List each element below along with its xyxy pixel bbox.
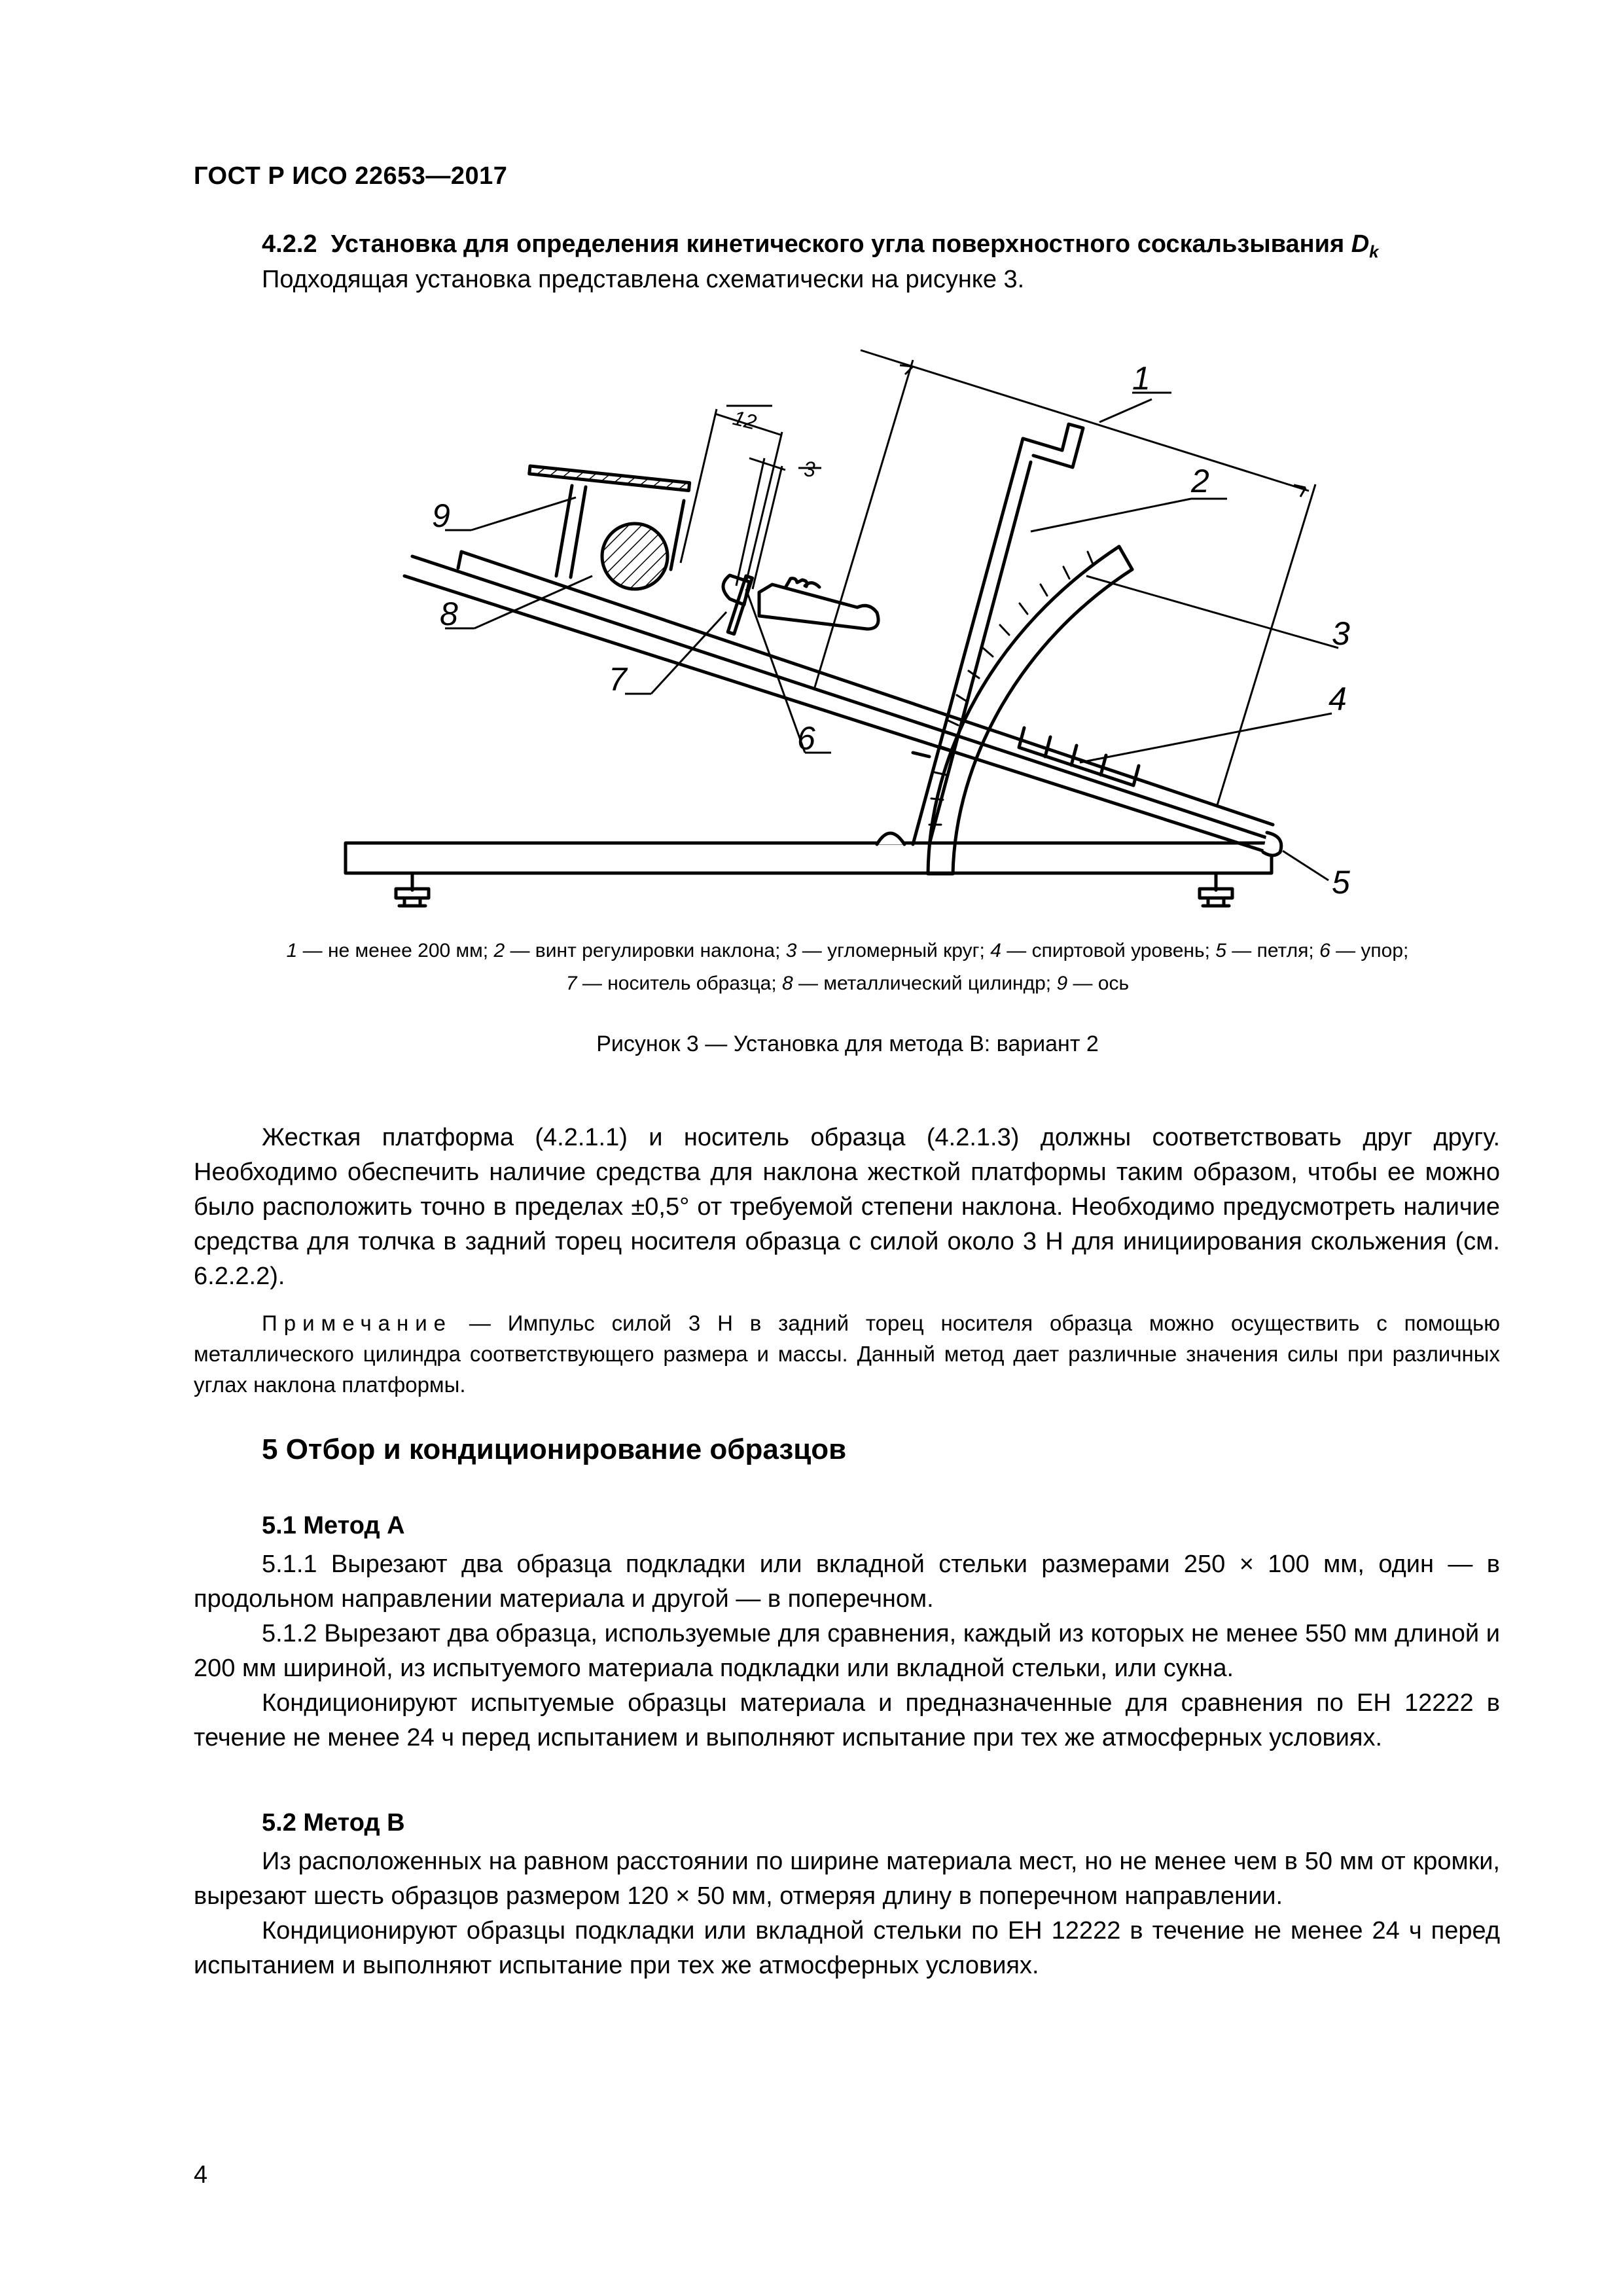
protractor-arc xyxy=(928,547,1132,874)
section-5-1-heading: 5.1 Метод А xyxy=(262,1512,405,1539)
note-label: Примечание xyxy=(262,1311,453,1335)
paragraph-5-1-1: 5.1.1 Вырезают два образца подкладки или вкладной стельки размерами 250 × 100 мм, один — в продольном направлении материала и другой — в поперечном. xyxy=(194,1551,1500,1613)
section-5-2-body xyxy=(194,1844,1500,1983)
paragraph-5-2-1: Из расположенных на равном расстоянии по ширине материала мест, но не менее чем в 50 мм от кромки, вырезают шесть образцов размером 120 × 50 мм, отмеряя длину в поперечном направлении. xyxy=(194,1848,1500,1910)
figure-label-2: 2 xyxy=(1191,463,1209,499)
note-text: — Импульс силой 3 Н в задний торец носителя образца можно осуществить с помощью металлического цилиндра соответствующего размера и массы. Данный метод дает различные значения силы при различных углах наклона платформы. xyxy=(194,1311,1500,1397)
paragraph-5-2-2: Кондиционируют образцы подкладки или вкладной стельки по ЕН 12222 в течение не менее 24 ч перед испытанием и выполняют испытание при тех же атмосферных условиях. xyxy=(194,1917,1500,1979)
figure-legend-line-1: 1 — не менее 200 мм; 2 — винт регулировки наклона; 3 — угломерный круг; 4 — спиртовой уровень; 5 — петля; 6 — упор; xyxy=(286,940,1409,961)
metal-cylinder xyxy=(602,524,668,589)
leader-9 xyxy=(471,497,576,530)
right-foot xyxy=(1200,873,1232,906)
leader-7 xyxy=(651,612,726,694)
paragraph-5-1-2: 5.1.2 Вырезают два образца, используемые для сравнения, каждый из которых не менее 550 мм длиной и 200 мм шириной, из испытуемого материала подкладки или вкладной стельки, или сукна. xyxy=(194,1620,1500,1682)
document-header: ГОСТ Р ИСО 22653—2017 xyxy=(194,162,508,190)
page-number: 4 xyxy=(194,2161,208,2189)
section-title: Установка для определения кинетического угла поверхностного соскальзывания xyxy=(330,230,1345,258)
figure-label-7: 7 xyxy=(609,661,627,698)
figure-label-4: 4 xyxy=(1329,681,1347,717)
figure-3-diagram xyxy=(340,340,1350,969)
figure-caption: Рисунок 3 — Установка для метода В: вариант 2 xyxy=(596,1031,1099,1056)
symbol: D xyxy=(1351,230,1370,258)
leader-2 xyxy=(1031,499,1191,531)
section-5-1-body xyxy=(194,1547,1500,1755)
figure-label-9: 9 xyxy=(432,497,450,534)
figure-legend-line-2: 7 — носитель образца; 8 — металлический цилиндр; 9 — ось xyxy=(565,973,1130,994)
figure-label-3: 3 xyxy=(1332,615,1350,652)
stop-block xyxy=(759,579,878,629)
figure-label-6: 6 xyxy=(797,720,815,757)
inclined-platform xyxy=(404,552,1275,851)
base-plate xyxy=(346,843,1272,873)
note xyxy=(194,1308,1500,1400)
sample-carrier xyxy=(723,575,753,634)
adjustment-screw xyxy=(913,424,1083,844)
section-5-2-heading: 5.2 Метод В xyxy=(262,1809,405,1837)
symbol-sub: k xyxy=(1369,242,1379,262)
figure-label-8: 8 xyxy=(440,596,458,632)
paragraph-platform: Жесткая платформа (4.2.1.1) и носитель образца (4.2.1.3) должны соответствовать друг другу. Необходимо обеспечить наличие средства для наклона жесткой платформы таким образом, чтобы ее можно было расположить точно в пределах ±0,5° от требуемой степени наклона. Необходимо предусмотреть наличие средства для толчка в задний торец носителя образца с силой около 3 Н для инициирования скольжения (см. 6.2.2.2). xyxy=(194,1124,1500,1290)
left-foot xyxy=(396,873,429,906)
section-4-2-2-heading xyxy=(262,230,1379,262)
section-5-heading: 5 Отбор и кондиционирование образцов xyxy=(262,1433,847,1465)
paragraph-5-1-cond: Кондиционируют испытуемые образцы материала и предназначенные для сравнения по ЕН 12222 в течение не менее 24 ч перед испытанием и выполняют испытание при тех же атмосферных условиях. xyxy=(194,1689,1500,1751)
figure-label-5: 5 xyxy=(1332,864,1350,901)
figure-label-12: 12 xyxy=(730,405,759,435)
pivot xyxy=(877,833,904,844)
leader-4 xyxy=(1080,713,1332,762)
leader-3 xyxy=(1086,576,1338,648)
figure-label-1: 1 xyxy=(1132,360,1150,397)
leader-5 xyxy=(1283,851,1329,880)
section-number: 4.2.2 xyxy=(262,230,317,258)
section-intro: Подходящая установка представлена схематически на рисунке 3. xyxy=(262,266,1025,293)
figure-label-dim-3: 3 xyxy=(804,457,815,481)
